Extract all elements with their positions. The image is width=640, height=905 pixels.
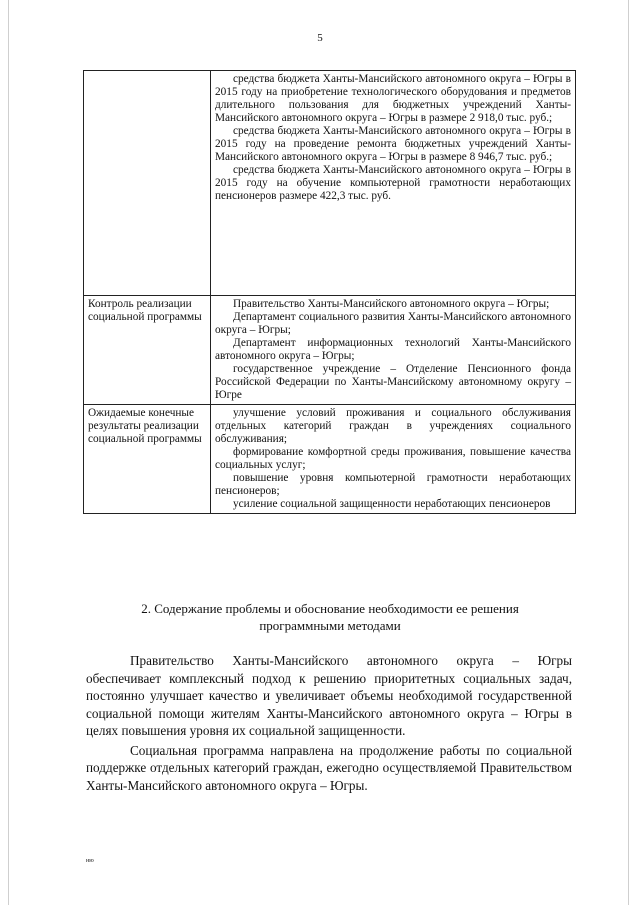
program-passport-table [83, 70, 576, 514]
row-paragraph: Департамент социального развития Ханты-Мансийского автономного округа – Югры; [215, 311, 571, 336]
table-row [84, 296, 576, 405]
body-paragraph: Правительство Ханты-Мансийского автономного округа – Югры обеспечивает комплексный подход к решению приоритетных социальных задач, постоянно улучшает качество и увеличивает объемы необходимой государственной социальной помощи жителям Ханты-Мансийского автономного округа – Югры в целях повышения уровня их социальной защищенности. [86, 653, 572, 738]
row-paragraph: улучшение условий проживания и социального обслуживания отдельных категорий граждан в учреждениях социального обслуживания; [215, 407, 571, 445]
row-paragraph: усиление социальной защищенности неработающих пенсионеров [233, 498, 551, 510]
row-content [211, 71, 576, 296]
row-label: Ожидаемые конечные результаты реализации социальной программы [84, 405, 211, 514]
page-number: 5 [317, 32, 323, 44]
body-text [86, 652, 572, 796]
row-label: Контроль реализации социальной программы [84, 296, 211, 405]
row-paragraph: повышение уровня компьютерной грамотности неработающих пенсионеров; [215, 472, 571, 497]
table-row [84, 405, 576, 514]
scan-edge-right [628, 0, 629, 905]
row-content [211, 405, 576, 514]
row-content [211, 296, 576, 405]
row-paragraph: средства бюджета Ханты-Мансийского автономного округа – Югры в 2015 году на приобретение технологического оборудования и предметов длительного пользования для бюджетных учреждений Ханты-Мансийского автономного округа – Югры в размере 2 918,0 тыс. руб.; [215, 73, 571, 124]
scan-edge-left [8, 0, 9, 905]
row-paragraph: Департамент информационных технологий Ханты-Мансийского автономного округа – Югры; [215, 337, 571, 362]
row-paragraph: средства бюджета Ханты-Мансийского автономного округа – Югры в 2015 году на обучение компьютерной грамотности неработающих пенсионеров размере 422,3 тыс. руб. [215, 164, 571, 202]
row-paragraph: Правительство Ханты-Мансийского автономного округа – Югры; [233, 298, 550, 310]
row-label [84, 71, 211, 296]
body-paragraph: Социальная программа направлена на продолжение работы по социальной поддержке отдельных категорий граждан, ежегодно осуществляемой Правительством Ханты-Мансийского автономного округа – Югры. [86, 742, 572, 793]
section-heading: 2. Содержание проблемы и обоснование необходимости ее решения программными методами [141, 601, 519, 633]
table-row [84, 71, 576, 296]
footer-mark: ню [86, 858, 94, 864]
row-paragraph: средства бюджета Ханты-Мансийского автономного округа – Югры в 2015 году на проведение ремонта бюджетных учреждений Ханты-Мансийского автономного округа – Югры в размере 8 946,7 тыс. руб.; [215, 125, 571, 163]
row-paragraph: формирование комфортной среды проживания, повышение качества социальных услуг; [215, 446, 571, 471]
row-paragraph: государственное учреждение – Отделение Пенсионного фонда Российской Федерации по Ханты-Мансийскому автономному округу – Югре [215, 363, 571, 401]
